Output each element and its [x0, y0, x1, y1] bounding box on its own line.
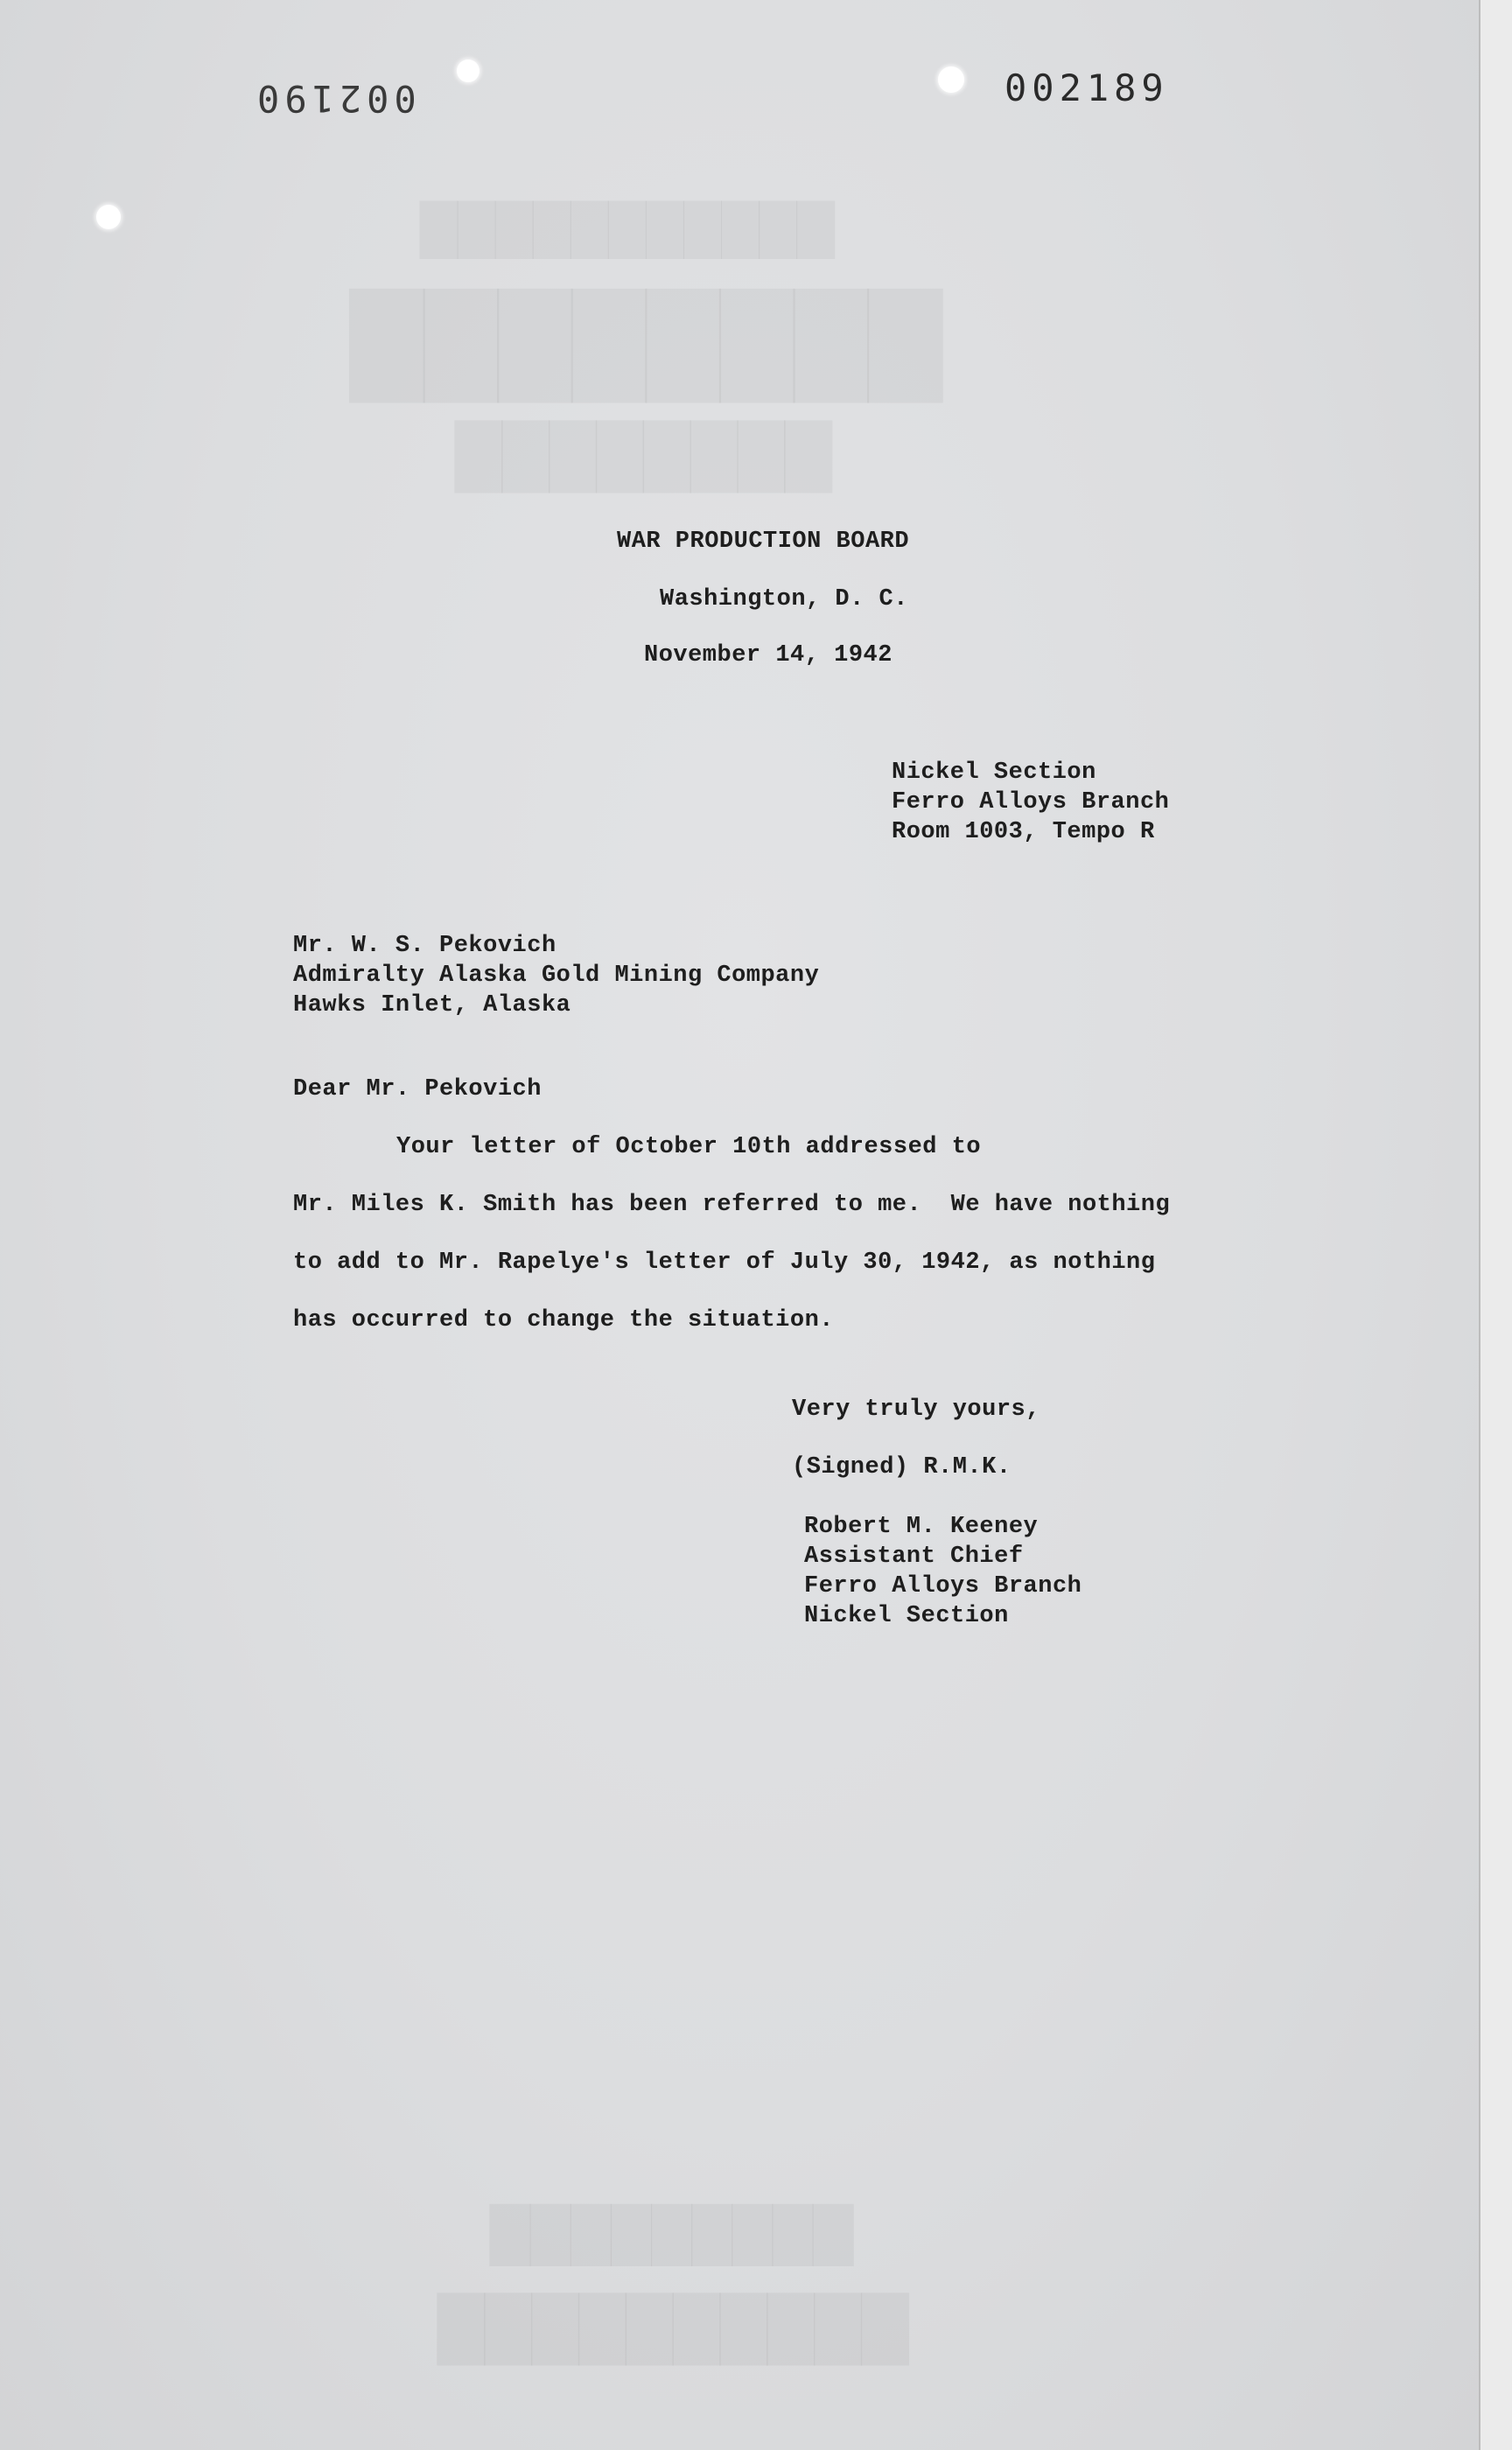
body-line: Mr. Miles K. Smith has been referred to me. We have nothing: [293, 1192, 1171, 1218]
bleed-through-decoration: ████████: [350, 289, 942, 402]
salutation: Dear Mr. Pekovich: [293, 1076, 542, 1102]
recipient-company: Admiralty Alaska Gold Mining Company: [293, 962, 820, 989]
signer-title: Assistant Chief: [804, 1544, 1024, 1570]
signature-notation: (Signed) R.M.K.: [792, 1454, 1012, 1480]
sender-branch: Ferro Alloys Branch: [892, 789, 1170, 816]
signer-section: Nickel Section: [804, 1603, 1009, 1629]
organization-heading: WAR PRODUCTION BOARD: [617, 528, 910, 555]
sender-room: Room 1003, Tempo R: [892, 819, 1155, 845]
recipient-address-block: [293, 931, 819, 1020]
signer-block: [804, 1512, 1082, 1631]
bleed-through-decoration: ██████████: [438, 2292, 909, 2365]
document-number-stamp-upside-down: 002190: [252, 77, 416, 120]
recipient-location: Hawks Inlet, Alaska: [293, 992, 571, 1018]
bleed-through-decoration: ███████████: [420, 201, 835, 259]
body-line: has occurred to change the situation.: [293, 1307, 834, 1334]
letter-city: Washington, D. C.: [660, 586, 908, 612]
sender-office-block: [892, 758, 1169, 847]
recipient-name: Mr. W. S. Pekovich: [293, 933, 556, 959]
complimentary-close: Very truly yours,: [792, 1396, 1040, 1423]
punch-hole: [96, 205, 121, 229]
punch-hole: [938, 66, 964, 93]
body-line: to add to Mr. Rapelye's letter of July 30, 1942, as nothing: [293, 1250, 1156, 1276]
bleed-through-decoration: █████████: [490, 2205, 854, 2266]
body-line: Your letter of October 10th addressed to: [396, 1134, 982, 1160]
letter-date: November 14, 1942: [644, 642, 892, 668]
signer-branch: Ferro Alloys Branch: [804, 1573, 1082, 1600]
signer-name: Robert M. Keeney: [804, 1514, 1039, 1540]
bleed-through-decoration: ████████: [455, 420, 832, 493]
page-edge-divider: [1479, 0, 1512, 2450]
punch-hole: [457, 60, 480, 82]
document-number-stamp: 002189: [1004, 66, 1169, 109]
sender-section: Nickel Section: [892, 760, 1096, 786]
